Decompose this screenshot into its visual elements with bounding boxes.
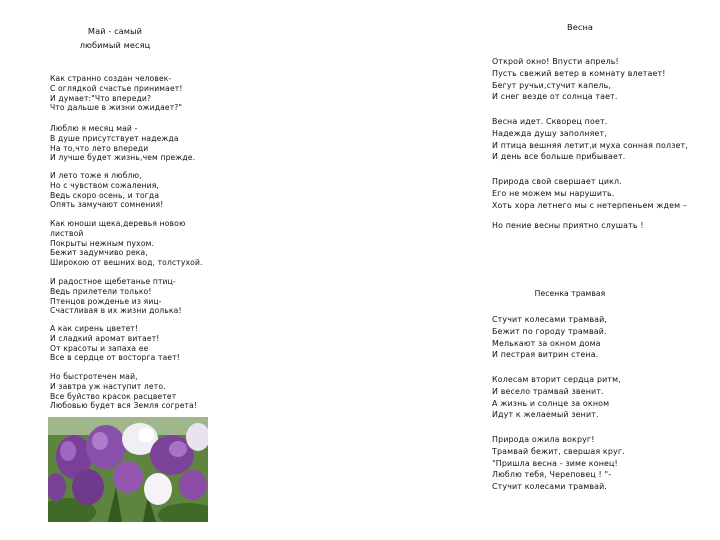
poem-line: От красоты и запаха ее	[50, 343, 149, 353]
right-1-stanza-2	[492, 116, 688, 163]
poem-line: И пестрая витрин стена.	[492, 350, 599, 360]
right-2-stanza-3	[492, 434, 625, 493]
poem-line: Его не можем мы нарушить.	[492, 188, 615, 198]
poem-line: Люблю я месяц май -	[50, 124, 138, 133]
poem-line: Покрыты нежным пухом.	[50, 238, 155, 248]
poem-line: Бежит задумчиво река,	[50, 248, 148, 258]
poem-line: Весна идет. Скворец поет.	[492, 117, 608, 126]
poem-line: И думает:"Что впереди?	[50, 93, 152, 103]
poem-line: Птенцов рожденье из яиц-	[50, 296, 162, 306]
poem-line: Природа свой свершает цикл.	[492, 177, 622, 186]
poem-line: С оглядкой счастье принимает!	[50, 83, 183, 93]
poem-line: Широкою от вешних вод, толстухой.	[50, 258, 203, 268]
left-stanza-3	[50, 171, 163, 210]
poem-line: Природа ожила вокруг!	[492, 435, 595, 444]
right-1-stanza-1	[492, 56, 666, 103]
poem-line: Открой окно! Впусти апрель!	[492, 57, 619, 66]
poem-line: В душе присутствует надежда	[50, 133, 179, 143]
poem-line: Бегут ручьи,стучит капель,	[492, 80, 612, 90]
poem-line: И птица вешняя летит,и муха сонная ползет,	[492, 140, 688, 150]
poem-line: Хоть хора летнего мы с нетерпеньем ждем –	[492, 200, 687, 210]
right-1-stanza-4	[492, 220, 644, 232]
left-title-line: любимый месяц	[79, 40, 151, 50]
poem-line: Счастливая в их жизни долька!	[50, 306, 182, 316]
lilac-flowers-photo	[48, 417, 208, 522]
poem-line: Опять замучают сомнения!	[50, 200, 164, 210]
poem-line: Что дальше в жизни ожидает?"	[50, 103, 183, 113]
poem-line: Колесам вторит сердца ритм,	[492, 375, 621, 384]
poem-line: На то,что лето впереди	[50, 143, 149, 153]
poem-line: Все буйство красок расцветет	[50, 391, 177, 401]
poem-line: Трамвай бежит, свершая круг.	[492, 446, 625, 456]
poem-line: Люблю тебя, Череповец ! "-	[492, 470, 612, 480]
poem-line: "Пришла весна - зиме конец!	[492, 458, 618, 468]
poem-line: Пусть свежий ветер в комнату влетает!	[492, 68, 666, 78]
poem-line: Бежит по городу трамвай.	[492, 326, 607, 336]
poem-line: И сладкий аромат витает!	[50, 333, 160, 343]
left-stanza-4	[50, 219, 203, 268]
poem-line: Но быстротечен май,	[50, 372, 138, 381]
right-poem-1-title: Весна	[566, 22, 594, 32]
left-poem-title	[55, 24, 175, 52]
left-stanza-2	[50, 124, 195, 163]
poem-line: Ведь прилетели только!	[50, 286, 152, 296]
poem-line: И лето тоже я люблю,	[50, 171, 142, 180]
poem-line: Как странно создан человек-	[50, 74, 172, 83]
poem-line: Любовью будет вся Земля согрета!	[50, 401, 198, 411]
poem-line: Идут к желаемый зенит.	[492, 410, 599, 420]
left-title-line: Май - самый	[87, 26, 143, 36]
poem-line: Но с чувством сожаления,	[50, 180, 160, 190]
poem-line: И день все больше прибывает.	[492, 152, 626, 162]
poem-line: И снег везде от солнца тает.	[492, 92, 618, 102]
poem-line: И завтра уж наступит лето.	[50, 381, 166, 391]
poem-line: Все в сердце от восторга тает!	[50, 353, 180, 363]
poem-line: Как юноши щека,деревья новою	[50, 219, 186, 228]
poem-line: Мелькают за окном дома	[492, 338, 601, 348]
left-stanza-5	[50, 277, 182, 316]
left-stanza-1	[50, 74, 183, 113]
poem-line: А жизнь и солнце за окном	[492, 398, 610, 408]
poem-line: Надежда душу заполняет,	[492, 128, 607, 138]
right-1-stanza-3	[492, 176, 687, 211]
right-2-stanza-1	[492, 314, 607, 361]
left-stanza-6	[50, 324, 180, 363]
right-poem-2-title: Песенка трамвая	[534, 289, 606, 298]
poem-line: Но пение весны приятно слушать !	[492, 221, 644, 230]
poem-line: Стучит колесами трамвай.	[492, 482, 608, 492]
poem-line: А как сирень цветет!	[50, 324, 139, 333]
poem-line: Ведь скоро осень, и тогда	[50, 190, 160, 200]
poem-line: И весело трамвай звенит.	[492, 386, 604, 396]
poem-line: И лучше будет жизнь,чем прежде.	[50, 153, 196, 163]
poem-line: Стучит колесами трамвай,	[492, 315, 608, 324]
poem-line: И радостное щебетанье птиц-	[50, 277, 176, 286]
poem-line: листвой	[50, 228, 84, 238]
left-stanza-7	[50, 372, 197, 411]
right-2-stanza-2	[492, 374, 621, 421]
